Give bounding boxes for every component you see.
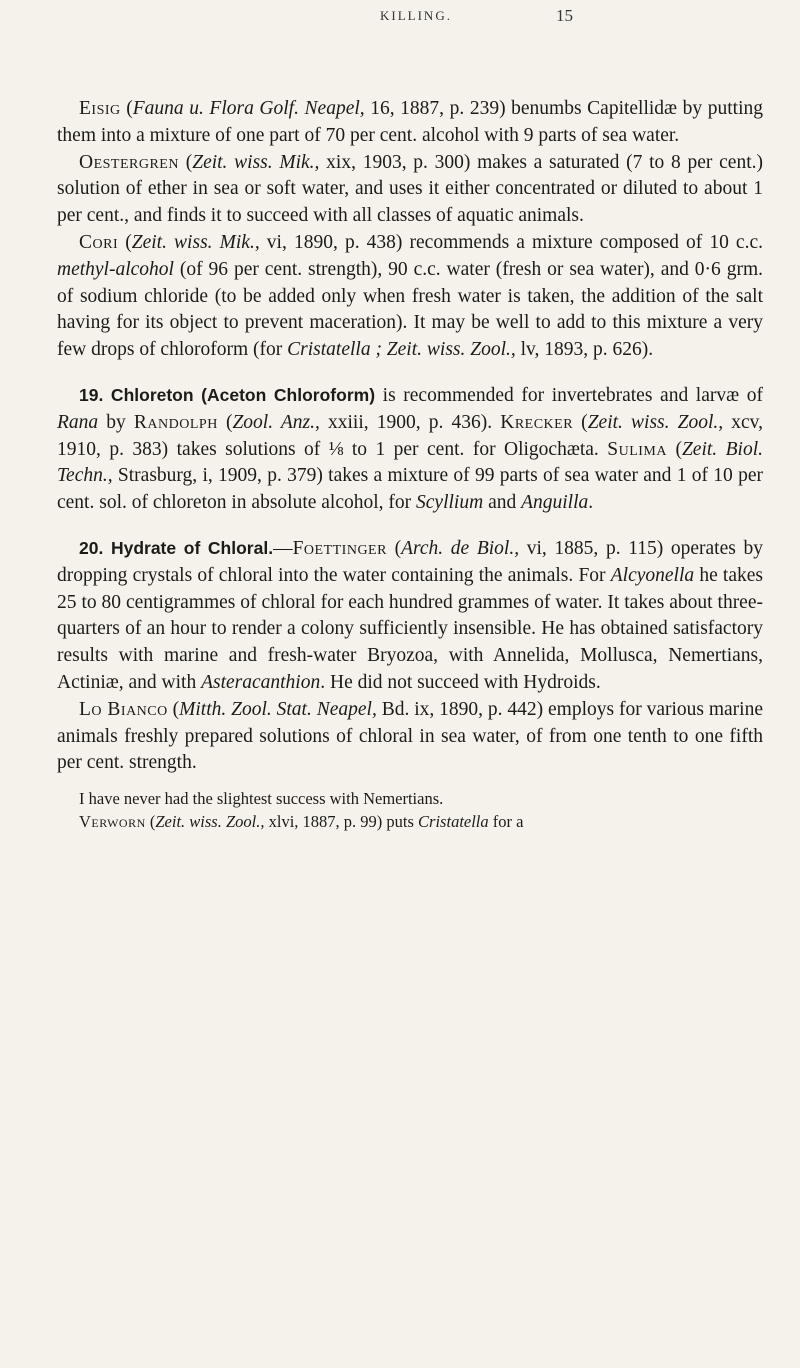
- page-number: 15: [556, 6, 573, 25]
- taxon-name: Anguilla: [521, 492, 589, 514]
- author-name: Foettinger: [292, 537, 387, 559]
- taxon-name: Alcyonella: [610, 564, 695, 586]
- text-run: (: [178, 151, 193, 173]
- citation-detail: Bd. ix, 1890, p. 442): [376, 698, 544, 720]
- text-run: is recommended for invertebrates and larvæ of: [375, 384, 763, 406]
- body-text: [57, 96, 763, 833]
- text-run: (of 96 per cent. strength), 90 c.c. water (fresh or sea water), and 0·6 grm. of sodium chloride (to be added only when fresh water is taken, the addition of the salt having for its object to prevent maceration). It may be well to add to this mixture a very few drops of chloroform (for: [57, 258, 763, 361]
- citation-detail: Strasburg, i, 1909, p. 379) takes a mixture of 99 parts of sea water and 1 of 10 per cent. sol. of chloreton in absolute alcohol, for: [57, 465, 763, 514]
- citation-detail: xxiii, 1900, p. 436).: [319, 411, 501, 433]
- author-name: Oestergren: [79, 151, 179, 173]
- citation: Mitth. Zool. Stat. Neapel,: [179, 698, 377, 720]
- taxon-name: Scyllium: [416, 492, 484, 514]
- paragraph-note: I have never had the slightest success with Nemertians.: [79, 789, 444, 809]
- paragraph-verworn: [57, 810, 763, 833]
- text-run: for a: [488, 812, 524, 832]
- citation-detail: vi, 1885, p. 115) operates by dropping crystals of chloral into the water containing the animals. For: [57, 537, 763, 586]
- citation: Zeit. wiss. Zool.,: [155, 812, 265, 832]
- text-run: (: [118, 231, 132, 253]
- text-run: .: [588, 492, 594, 514]
- author-name: Krecker: [500, 411, 574, 433]
- text-run: (: [145, 812, 156, 832]
- citation: Zeit. Biol. Techn.,: [57, 438, 763, 487]
- text-run: (: [667, 438, 682, 460]
- text-run: . He did not succeed with Hydroids.: [320, 671, 601, 693]
- text-run: employs for various marine animals freshly prepared solutions of chloral in sea water, of from one tenth to one fifth per cent. strength.: [57, 698, 763, 774]
- author-name: Cori: [79, 231, 119, 253]
- citation-detail: xlvi, 1887, p. 99) puts: [264, 812, 419, 832]
- running-title: KILLING.: [380, 8, 452, 23]
- text-run: to 1 per cent. for Oligochæta.: [343, 438, 608, 460]
- section-heading: 20. Hydrate of Chloral.: [79, 537, 274, 558]
- citation: Zeit. wiss. Zool.,: [587, 411, 724, 433]
- author-name: Verworn: [79, 812, 146, 832]
- paragraph-oestergren: [57, 150, 763, 230]
- running-head: [0, 6, 800, 26]
- text-run: he takes 25 to 80 centigrammes of chloral for each hundred grammes of water. It takes about three-quarters of an hour to render a colony sufficiently insensible. He has obtained satisfactory results with marine and fresh-water Bryozoa, with Annelida, Mollusca, Nemertians, Actiniæ, and with: [57, 564, 763, 693]
- text-run: makes a saturated (7 to 8 per cent.) solution of ether in sea or soft water, and uses it either concentrated or diluted to about 1 per cent., and finds it to succeed with all classes of aquatic animals.: [57, 151, 763, 227]
- citation-detail: 16, 1887, p. 239): [364, 98, 506, 119]
- note-gap: [57, 777, 763, 787]
- text-run: —: [273, 537, 293, 559]
- fraction: ⅛: [328, 438, 344, 460]
- citation: Zool. Anz.,: [232, 411, 320, 433]
- text-run: by putting them into a mixture of one part of 70 per cent. alcohol with 9 parts of sea water.: [57, 98, 763, 146]
- citation-detail: xcv, 1910, p. 383) takes solutions of: [57, 411, 764, 460]
- section-gap: [57, 517, 763, 535]
- small-print: [57, 787, 763, 833]
- text-run: by: [98, 411, 134, 433]
- text-run: benumbs: [505, 98, 588, 119]
- citation: Zeit. wiss. Mik.,: [131, 231, 260, 253]
- citation: Arch. de Biol.,: [401, 537, 520, 559]
- citation-detail: vi, 1890, p. 438): [259, 231, 403, 253]
- section-chloreton: [57, 382, 763, 517]
- paragraph-lobianco: [57, 697, 763, 777]
- author-name: Sulima: [607, 438, 667, 460]
- taxon-name: Asteracanthion: [201, 671, 321, 693]
- taxon-name: Rana: [57, 411, 99, 433]
- text-run: (: [573, 411, 588, 433]
- author-name: Lo Bianco: [79, 698, 168, 720]
- section-heading: 19. Chloreton (Aceton Chloroform): [79, 384, 376, 405]
- paragraph-eisig: [57, 96, 763, 150]
- taxon-name: Capitellidæ: [587, 98, 678, 119]
- citation: Zeit. wiss. Mik.,: [192, 151, 320, 173]
- text-run: (: [217, 411, 233, 433]
- paragraph-cori: [57, 230, 763, 364]
- citation: Fauna u. Flora Golf. Neapel,: [132, 98, 365, 119]
- taxon-name: Cristatella: [418, 812, 489, 832]
- text-run: (: [167, 698, 180, 720]
- text-run: and: [483, 492, 522, 514]
- citation: Cristatella ; Zeit. wiss. Zool.,: [287, 339, 516, 361]
- author-name: Randolph: [133, 411, 218, 433]
- text-run: recommends a mixture composed of 10 c.c.: [402, 231, 763, 253]
- text-run: (: [120, 98, 133, 119]
- text-run: (: [386, 537, 402, 559]
- author-name: Eisig: [79, 98, 121, 119]
- chemical-name: methyl-alcohol: [57, 258, 174, 280]
- section-chloral: [57, 535, 763, 697]
- section-gap: [57, 364, 763, 382]
- citation-detail: xix, 1903, p. 300): [319, 151, 471, 173]
- text-run: lv, 1893, p. 626).: [515, 339, 654, 361]
